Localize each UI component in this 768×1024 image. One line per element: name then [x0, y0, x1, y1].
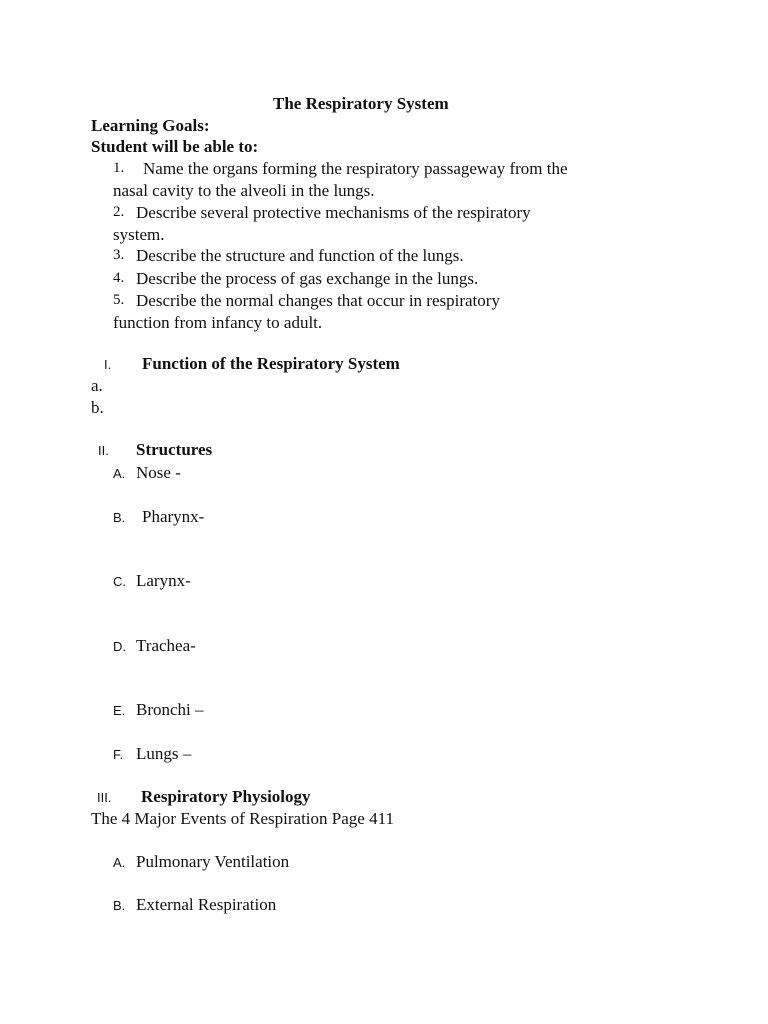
goal-1-line-1: Name the organs forming the respiratory passageway from the	[143, 159, 568, 178]
student-label: Student will be able to:	[91, 137, 259, 156]
section-3-subheading: The 4 Major Events of Respiration Page 411	[91, 809, 394, 828]
event-a-marker: A.	[113, 855, 126, 870]
section-2-numeral: II.	[98, 443, 109, 458]
goal-5-number: 5.	[113, 292, 125, 308]
event-a-text: Pulmonary Ventilation	[136, 852, 290, 871]
goal-2-line-1: Describe several protective mechanisms of the respiratory	[136, 203, 531, 222]
goal-3-number: 3.	[113, 247, 125, 263]
section-1-numeral: I.	[104, 357, 112, 372]
structure-f-marker: F.	[113, 747, 124, 762]
section-1-item-a: a.	[91, 376, 103, 395]
structure-d-text: Trachea-	[136, 636, 196, 655]
goal-1-line-2: nasal cavity to the alveoli in the lungs.	[113, 181, 375, 200]
structure-e-marker: E.	[113, 703, 126, 718]
goal-2-number: 2.	[113, 204, 125, 220]
section-3-heading: Respiratory Physiology	[141, 787, 311, 806]
structure-b-text: Pharynx-	[142, 507, 205, 526]
structure-d-marker: D.	[113, 639, 126, 654]
event-b-text: External Respiration	[136, 895, 277, 914]
event-b-marker: B.	[113, 898, 126, 913]
goal-3-line-1: Describe the structure and function of the lungs.	[136, 246, 464, 265]
goal-2-line-2: system.	[113, 225, 165, 244]
goal-4-number: 4.	[113, 270, 125, 286]
goal-5-line-2: function from infancy to adult.	[113, 313, 323, 332]
goal-1-number: 1.	[113, 160, 125, 176]
structure-a-text: Nose -	[136, 463, 181, 482]
section-1-item-b: b.	[91, 398, 104, 417]
learning-goals-label: Learning Goals:	[91, 116, 210, 135]
section-1-heading: Function of the Respiratory System	[142, 354, 400, 373]
document-title: The Respiratory System	[273, 94, 449, 113]
goal-5-line-1: Describe the normal changes that occur in respiratory	[136, 291, 500, 310]
structure-b-marker: B.	[113, 510, 126, 525]
section-3-numeral: III.	[97, 790, 112, 805]
structure-e-text: Bronchi –	[136, 700, 204, 719]
structure-a-marker: A.	[113, 466, 126, 481]
structure-c-marker: C.	[113, 574, 126, 589]
section-2-heading: Structures	[136, 440, 213, 459]
structure-c-text: Larynx-	[136, 571, 191, 590]
structure-f-text: Lungs –	[136, 744, 192, 763]
goal-4-line-1: Describe the process of gas exchange in the lungs.	[136, 269, 479, 288]
